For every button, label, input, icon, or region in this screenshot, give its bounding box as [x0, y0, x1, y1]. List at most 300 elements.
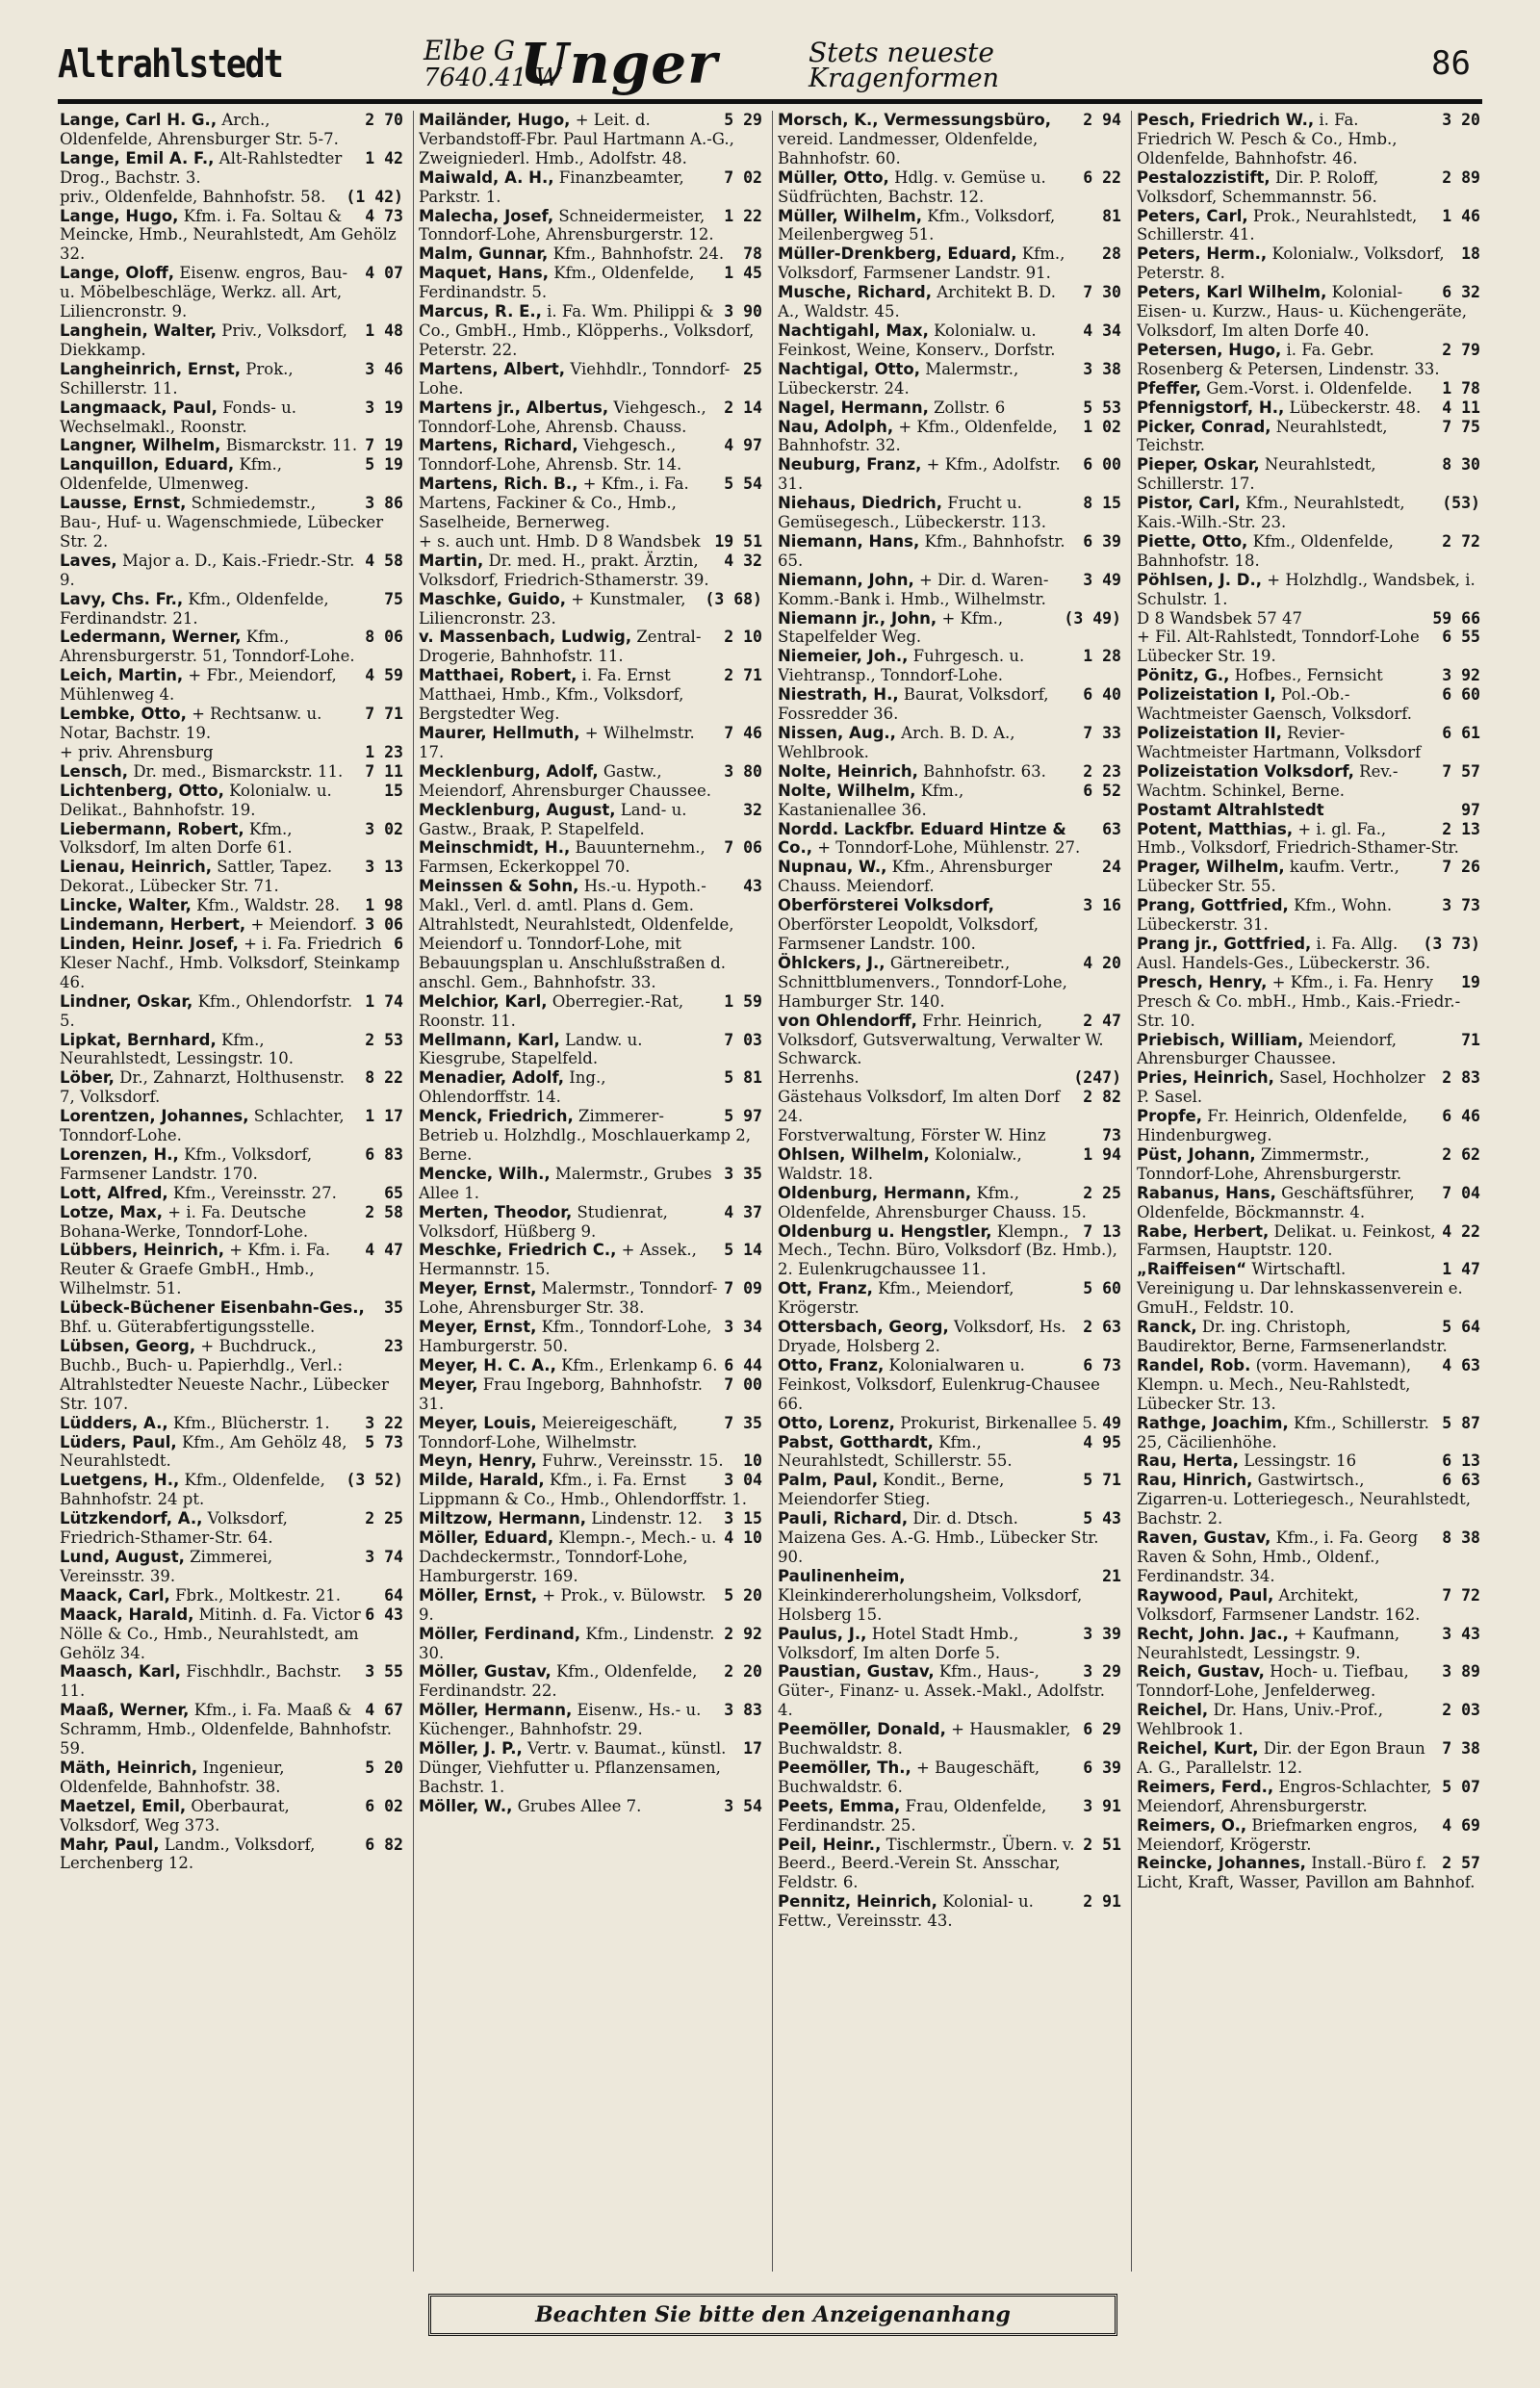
directory-entry: [419, 724, 762, 762]
entry-phone: 7 35: [724, 1413, 762, 1432]
entry-phone: 7 57: [1442, 761, 1480, 781]
entry-name: Langner, Wilhelm,: [60, 436, 221, 455]
entry-details: Kolonialw., Waldstr. 18.: [778, 1144, 1022, 1183]
entry-phone: 7 06: [724, 838, 762, 858]
directory-entry: [60, 1836, 403, 1874]
entry-name: Lüdders, A.,: [60, 1413, 168, 1432]
entry-details: i. Fa. Wm. Philippi & Co., GmbH., Hmb., Klöpperhs., Volksdorf, Peterstr. 22.: [419, 302, 755, 359]
entry-details: + Kfm., Adolfstr. 31.: [778, 455, 1061, 494]
entry-phone: 4 11: [1442, 398, 1480, 417]
entry-name: Musche, Richard,: [778, 283, 932, 302]
entry-details: Bahnhofstr. 63.: [923, 761, 1046, 781]
entry-phone: 4 95: [1083, 1432, 1121, 1451]
entry-details: i. Fa. Ernst Matthaei, Hmb., Kfm., Volksdorf, Bergstedter Weg.: [419, 666, 684, 724]
entry-details: Kfm., Kastanienallee 36.: [778, 781, 964, 819]
entry-details: Studienrat, Volksdorf, Hüßberg 9.: [419, 1202, 668, 1241]
entry-details: Viehgesch., Tonndorf-Lohe, Ahrensb. Str. 14.: [419, 436, 682, 475]
directory-entry: [1137, 168, 1480, 207]
entry-phone: 3 15: [724, 1509, 762, 1528]
entry-phone: 6 02: [365, 1796, 403, 1815]
entry-name: Maetzel, Emil,: [60, 1796, 187, 1815]
directory-entry: [1137, 1778, 1480, 1816]
entry-details: Bismarckstr. 11.: [225, 436, 358, 455]
entry-name: Recht, John. Jac.,: [1137, 1624, 1289, 1643]
directory-entry: [419, 1451, 762, 1471]
directory-entry: [778, 1068, 1121, 1088]
entry-details: Kfm., Ahrensburgerstr. 51, Tonndorf-Lohe.: [60, 628, 355, 666]
entry-name: Lembke, Otto,: [60, 705, 187, 724]
entry-phone: 1 22: [724, 206, 762, 225]
entry-details: Kfm., Neurahlstedt, Schillerstr. 55.: [778, 1432, 1013, 1471]
directory-entry: [60, 207, 403, 265]
entry-name: Oldenburg, Hermann,: [778, 1183, 972, 1202]
entry-phone: 6 43: [365, 1605, 403, 1624]
entry-details: Grubes Allee 7.: [517, 1796, 642, 1815]
entry-name: Lund, August,: [60, 1547, 185, 1566]
directory-entry: [778, 1126, 1121, 1145]
entry-name: Prang, Gottfried,: [1137, 896, 1289, 915]
entry-phone: 3 92: [1442, 666, 1480, 685]
entry-details: Eisenw. engros, Bau- u. Möbelbeschläge, Werkz. all. Art, Liliencronstr. 9.: [60, 264, 348, 321]
directory-entry: [1137, 418, 1480, 456]
directory-entry: [1137, 1739, 1480, 1778]
entry-name: Martens, Albert,: [419, 359, 566, 378]
column-divider: [772, 111, 773, 2272]
entry-details: Kfm., Haus-, Güter-, Finanz- u. Assek.-Makl., Adolfstr. 4.: [778, 1662, 1105, 1720]
entry-phone: 97: [1461, 800, 1480, 819]
directory-entry: [60, 1586, 403, 1605]
directory-entry: [1137, 1145, 1480, 1184]
entry-name: Malecha, Josef,: [419, 206, 554, 225]
entry-phone: 3 49: [1083, 570, 1121, 589]
entry-details: + Kunstmaler, Liliencronstr. 23.: [419, 589, 686, 628]
directory-column-1: [60, 111, 403, 2272]
entry-name: Möller, Gustav,: [419, 1662, 552, 1682]
entry-name: Martens jr., Albertus,: [419, 398, 609, 417]
entry-name: Milde, Harald,: [419, 1471, 545, 1490]
directory-entry: [60, 1184, 403, 1203]
directory-entry: [778, 685, 1121, 724]
entry-phone: 6 73: [1083, 1355, 1121, 1374]
entry-phone: 5 53: [1083, 398, 1121, 417]
entry-phone: 2 94: [1083, 111, 1121, 129]
ad-slogan-line-1: Stets neueste: [808, 37, 994, 68]
directory-entry: [60, 992, 403, 1031]
entry-name: Maaß, Werner,: [60, 1701, 190, 1720]
directory-entry: [778, 858, 1121, 896]
entry-details: Architekt B. D. A., Waldstr. 45.: [778, 283, 1056, 321]
entry-name: Piette, Otto,: [1137, 531, 1248, 551]
directory-entry: [778, 1088, 1121, 1126]
directory-entry: [60, 743, 403, 762]
directory-entry: [1137, 1451, 1480, 1471]
directory-entry: [1137, 494, 1480, 532]
directory-entry: [1137, 1222, 1480, 1261]
entry-details: + Assek., Hermannstr. 15.: [419, 1241, 697, 1279]
entry-phone: 4 37: [724, 1202, 762, 1221]
directory-entry: [778, 1414, 1121, 1433]
directory-entry: [60, 666, 403, 705]
entry-details: Fbrk., Moltkestr. 21.: [175, 1585, 342, 1605]
entry-name: Reincke, Johannes,: [1137, 1854, 1306, 1873]
entry-details: Kfm., Oldenfelde, Ahrensburger Chauss. 15.: [778, 1183, 1087, 1221]
entry-name: Neuburg, Franz,: [778, 455, 922, 475]
entry-name: Lott, Alfred,: [60, 1183, 168, 1202]
directory-entry: [1137, 1701, 1480, 1739]
directory-entry: [1137, 1662, 1480, 1701]
entry-phone: 3 38: [1083, 359, 1121, 378]
directory-entry: [1137, 1260, 1480, 1318]
entry-phone: 5 54: [724, 475, 762, 494]
directory-entry: [1137, 207, 1480, 245]
directory-entry: [60, 1203, 403, 1242]
entry-name: Niemeier, Joh.,: [778, 647, 909, 666]
entry-details: Kfm., Oldenfelde, Ferdinandstr. 22.: [419, 1662, 698, 1701]
entry-name: Paulinenheim,: [778, 1566, 906, 1585]
directory-entry: [778, 820, 1121, 859]
directory-entry: [1137, 858, 1480, 896]
directory-entry: [778, 896, 1121, 954]
directory-entry: [60, 1337, 403, 1414]
directory-entry: [778, 782, 1121, 820]
entry-name: Lübbers, Heinrich,: [60, 1241, 225, 1260]
entry-details: Klempn., Mech., Techn. Büro, Volksdorf (Bz. Hmb.), 2. Eulenkrugchaussee 11.: [778, 1221, 1117, 1279]
entry-details: Ingenieur, Oldenfelde, Bahnhofstr. 38.: [60, 1758, 285, 1796]
directory-entry: [60, 1145, 403, 1184]
entry-phone: 4 07: [365, 264, 403, 283]
entry-name: Möller, Eduard,: [419, 1528, 554, 1548]
directory-entry: [419, 244, 762, 264]
entry-phone: 3 80: [724, 761, 762, 781]
entry-name: Luetgens, H.,: [60, 1471, 180, 1490]
entry-name: Pieper, Oskar,: [1137, 455, 1260, 475]
entry-details: Dir. der Egon Braun A. G., Parallelstr. 12.: [1137, 1739, 1425, 1777]
entry-details: Baurat, Volksdorf, Fossredder 36.: [778, 685, 1049, 724]
entry-name: Paustian, Gustav,: [778, 1662, 935, 1682]
entry-name: Lienau, Heinrich,: [60, 858, 212, 877]
entry-phone: 7 00: [724, 1374, 762, 1394]
entry-phone: 2 92: [724, 1624, 762, 1643]
directory-entry: [778, 1662, 1121, 1720]
entry-details: Meiendorf, Ahrensburger Chaussee.: [1137, 1030, 1398, 1068]
directory-entry: [60, 1414, 403, 1433]
entry-name: Niehaus, Diedrich,: [778, 494, 943, 513]
entry-details: Oberförster Leopoldt, Volksdorf, Farmsener Landstr. 100.: [778, 915, 1040, 953]
directory-entry: [778, 283, 1121, 321]
directory-entry: [419, 398, 762, 437]
entry-name: Lensch,: [60, 761, 129, 781]
entry-details: Kfm., Oldenfelde, Ulmenweg.: [60, 455, 283, 494]
directory-entry: [60, 264, 403, 321]
entry-name: Maurer, Hellmuth,: [419, 724, 580, 742]
ad-brand-name: Unger: [520, 31, 718, 96]
directory-entry: [60, 1433, 403, 1472]
entry-phone: 1 94: [1083, 1144, 1121, 1164]
entry-phone: 2 91: [1083, 1892, 1121, 1912]
directory-entry: [419, 552, 762, 590]
entry-name: Martens, Richard,: [419, 436, 578, 455]
entry-details: + i. gl. Fa., Hmb., Volksdorf, Friedrich-Sthamer-Str.: [1137, 819, 1459, 858]
entry-details: Kfm., Oldenfelde, Bahnhofstr. 24 pt.: [60, 1471, 325, 1509]
entry-phone: 2 25: [1083, 1183, 1121, 1202]
directory-entry: [1137, 1356, 1480, 1414]
entry-details: Delikat. u. Feinkost, Farmsen, Hauptstr. 120.: [1137, 1221, 1436, 1260]
entry-name: Polizeistation Volksdorf,: [1137, 761, 1354, 781]
entry-phone: 6 46: [1442, 1107, 1480, 1126]
entry-phone: 75: [384, 589, 403, 608]
entry-name: Melchior, Karl,: [419, 991, 548, 1011]
entry-phone: 5 43: [1083, 1509, 1121, 1528]
entry-phone: 3 22: [365, 1413, 403, 1432]
directory-entry: [419, 475, 762, 532]
entry-details: Kfm., Erlenkamp 6.: [561, 1355, 718, 1374]
entry-phone: 4 32: [724, 551, 762, 570]
entry-details: Tischlermstr., Übern. v. Beerd., Beerd.-Verein St. Ansschar, Feldstr. 6.: [778, 1835, 1075, 1892]
entry-phone: 7 13: [1083, 1221, 1121, 1241]
entry-name: Nachtigal, Otto,: [778, 359, 921, 378]
entry-phone: 32: [743, 800, 762, 819]
entry-name: Ranck,: [1137, 1318, 1197, 1337]
entry-phone: 6 22: [1083, 167, 1121, 187]
entry-name: Lindner, Oskar,: [60, 991, 193, 1011]
entry-phone: 25: [743, 359, 762, 378]
entry-phone: 7 71: [365, 705, 403, 724]
entry-name: Möller, Ferdinand,: [419, 1624, 581, 1643]
entry-name: Niemann jr., John,: [778, 608, 937, 628]
entry-phone: 5 07: [1442, 1777, 1480, 1796]
entry-phone: (3 49): [1064, 608, 1121, 628]
directory-entry: [60, 782, 403, 820]
entry-name: Meyer, Ernst,: [419, 1318, 537, 1337]
entry-name: Müller-Drenkberg, Eduard,: [778, 244, 1017, 264]
directory-entry: [419, 1203, 762, 1242]
entry-phone: 3 91: [1083, 1796, 1121, 1815]
entry-phone: 4 10: [724, 1528, 762, 1548]
entry-phone: 5 14: [724, 1241, 762, 1260]
entry-name: Mailänder, Hugo,: [419, 111, 571, 129]
entry-phone: 7 09: [724, 1279, 762, 1298]
entry-phone: 2 89: [1442, 167, 1480, 187]
entry-details: + Rechtsanw. u. Notar, Bachstr. 19.: [60, 705, 322, 742]
directory-entry: [60, 1471, 403, 1509]
entry-details: + i. Fa. Deutsche Bohana-Werke, Tonndorf-Lohe.: [60, 1202, 309, 1241]
entry-details: + priv. Ahrensburg: [60, 742, 214, 761]
entry-details: Malermstr., Lübeckerstr. 24.: [778, 359, 1019, 398]
directory-entry: [1137, 1816, 1480, 1855]
entry-details: Kleinkindererholungsheim, Volksdorf, Holsberg 15.: [778, 1585, 1083, 1624]
entry-phone: 6 63: [1442, 1471, 1480, 1490]
entry-phone: 35: [384, 1298, 403, 1318]
entry-name: Leich, Martin,: [60, 666, 184, 685]
entry-phone: 8 06: [365, 628, 403, 647]
entry-details: vereid. Landmesser, Oldenfelde, Bahnhofstr. 60.: [778, 129, 1039, 167]
entry-details: Kfm., Meiendorf, Krögerstr.: [778, 1279, 1014, 1318]
entry-phone: 3 35: [724, 1164, 762, 1183]
entry-details: Kfm., Ahrensburger Chauss. Meiendorf.: [778, 858, 1053, 896]
entry-phone: 5 97: [724, 1107, 762, 1126]
directory-entry: [419, 1701, 762, 1739]
entry-name: Priebisch, William,: [1137, 1030, 1304, 1049]
entry-phone: 1 45: [724, 264, 762, 283]
entry-name: Rau, Hinrich,: [1137, 1471, 1253, 1490]
entry-phone: 2 70: [365, 111, 403, 129]
directory-entry: [1137, 685, 1480, 724]
entry-phone: 7 03: [724, 1030, 762, 1049]
entry-name: Rabe, Herbert,: [1137, 1221, 1270, 1241]
directory-entry: [778, 762, 1121, 782]
entry-name: Prang jr., Gottfried,: [1137, 934, 1312, 953]
entry-name: Müller, Otto,: [778, 167, 889, 187]
entry-phone: 3 83: [724, 1701, 762, 1720]
directory-entry: [60, 494, 403, 552]
entry-details: Kondit., Berne, Meiendorfer Stieg.: [778, 1471, 1005, 1509]
entry-phone: 19 51: [714, 531, 762, 551]
directory-entry: [419, 1318, 762, 1356]
entry-phone: 1 98: [365, 896, 403, 915]
ad-slogan-line-2: Kragenformen: [808, 64, 999, 93]
entry-name: Pfeffer,: [1137, 378, 1201, 398]
entry-name: Lange, Carl H. G.,: [60, 111, 218, 129]
entry-phone: 24: [1102, 858, 1121, 877]
directory-entry: [778, 418, 1121, 456]
entry-details: Fonds- u. Wechselmakl., Roonstr.: [60, 398, 296, 436]
directory-entry: [1137, 532, 1480, 571]
entry-name: Liebermann, Robert,: [60, 819, 244, 838]
entry-name: Lützkendorf, A.,: [60, 1509, 203, 1528]
entry-phone: 4 34: [1083, 321, 1121, 340]
entry-phone: 5 64: [1442, 1318, 1480, 1337]
entry-phone: 1 78: [1442, 378, 1480, 398]
directory-entry: [1137, 762, 1480, 801]
entry-name: Reimers, O.,: [1137, 1815, 1247, 1835]
entry-name: Otto, Franz,: [778, 1355, 885, 1374]
entry-name: Meinschmidt, H.,: [419, 838, 571, 858]
directory-entry: [419, 1509, 762, 1528]
entry-details: Kolonialwaren u. Feinkost, Volksdorf, Eulenkrug-Chausee 66.: [778, 1355, 1100, 1413]
directory-entry: [778, 360, 1121, 398]
directory-entry: [60, 896, 403, 915]
entry-phone: 2 13: [1442, 819, 1480, 838]
entry-details: Lübeckerstr. 48.: [1289, 398, 1422, 417]
entry-phone: 4 47: [365, 1241, 403, 1260]
entry-name: Oldenburg u. Hengstler,: [778, 1221, 992, 1241]
directory-entry: [1137, 724, 1480, 762]
header-advertisement: [424, 31, 1097, 96]
entry-details: Dr. med. H., prakt. Ärztin, Volksdorf, Friedrich-Sthamerstr. 39.: [419, 551, 709, 589]
entry-name: Pistor, Carl,: [1137, 494, 1241, 513]
entry-details: Kfm., i. Fa. Georg Raven & Sohn, Hmb., Oldenf., Ferdinandstr. 34.: [1137, 1528, 1419, 1585]
entry-phone: 7 46: [724, 724, 762, 742]
entry-phone: 6 60: [1442, 685, 1480, 705]
entry-details: + Baugeschäft, Buchwaldstr. 6.: [778, 1758, 1040, 1796]
entry-name: Pöhlsen, J. D.,: [1137, 570, 1262, 589]
entry-details: Kolonialw., Volksdorf, Peterstr. 8.: [1137, 244, 1445, 283]
directory-entry: [419, 360, 762, 398]
entry-phone: 3 19: [365, 398, 403, 417]
entry-details: + i. Fa. Friedrich Kleser Nachf., Hmb. Volksdorf, Steinkamp 46.: [60, 934, 400, 991]
directory-entry: [778, 1356, 1121, 1414]
directory-entry: [1137, 609, 1480, 629]
entry-details: + Buchdruck., Buchb., Buch- u. Papierhdlg., Verl.: Altrahlstedter Neueste Nachr., Lübecker Str. 107.: [60, 1337, 389, 1413]
entry-details: Gastw., Meiendorf, Ahrensburger Chaussee.: [419, 761, 711, 800]
entry-phone: 2 63: [1083, 1318, 1121, 1337]
entry-details: Kfm., i. Fa. Maaß & Schramm, Hmb., Oldenfelde, Bahnhofstr. 59.: [60, 1701, 393, 1759]
entry-phone: 8 15: [1083, 494, 1121, 513]
entry-details: + Meiendorf.: [250, 915, 357, 935]
directory-entry: [419, 1375, 762, 1414]
entry-details: Kfm., Am Gehölz 48, Neurahlstedt.: [60, 1432, 347, 1471]
entry-phone: 3 13: [365, 858, 403, 877]
ad-phone-line-2: 7640.41 W: [424, 64, 561, 92]
entry-name: Lausse, Ernst,: [60, 494, 187, 513]
entry-details: Bhf. u. Güterabfertigungsstelle.: [60, 1318, 316, 1337]
directory-entry: [1137, 1625, 1480, 1663]
entry-details: Major a. D., Kais.-Friedr.-Str. 9.: [60, 551, 355, 589]
entry-details: Kfm., Blücherstr. 1.: [172, 1413, 330, 1432]
directory-entry: [419, 532, 762, 552]
entry-phone: 2 25: [365, 1509, 403, 1528]
entry-name: Polizeistation I,: [1137, 685, 1276, 705]
entry-details: Land- u. Gastw., Braak, P. Stapelfeld.: [419, 800, 687, 838]
directory-entry: [1137, 973, 1480, 1031]
page-number: 86: [1431, 44, 1471, 83]
header-rule: [58, 99, 1482, 104]
directory-column-4: [1137, 111, 1480, 2272]
directory-entry: [1137, 1528, 1480, 1586]
entry-phone: 5 20: [365, 1758, 403, 1777]
directory-entry: [778, 1318, 1121, 1356]
entry-name: Pfennigstorf, H.,: [1137, 398, 1285, 417]
entry-details: Geschäftsführer, Oldenfelde, Böckmannstr. 4.: [1137, 1183, 1415, 1221]
entry-name: Meyer, Ernst,: [419, 1279, 537, 1298]
directory-entry: [1137, 935, 1480, 973]
directory-entry: [1137, 379, 1480, 398]
entry-details: Kfm., i. Fa. Ernst Lippmann & Co., Hmb., Ohlendorffstr. 1.: [419, 1471, 747, 1509]
entry-phone: 1 48: [365, 321, 403, 340]
entry-name: Reichel, Kurt,: [1137, 1739, 1259, 1759]
directory-entry: [60, 705, 403, 743]
entry-details: Kfm., Volksdorf, Im alten Dorfe 61.: [60, 819, 293, 858]
directory-entry: [60, 436, 403, 455]
directory-entry: [778, 1145, 1121, 1184]
entry-details: + Dir. d. Waren-Komm.-Bank i. Hmb., Wilhelmstr.: [778, 570, 1049, 608]
ad-phone-line-1: Elbe G: [424, 35, 516, 66]
directory-entry: [419, 1068, 762, 1107]
entry-details: + Kfm., i. Fa. Martens, Fackiner & Co., Hmb., Saselheide, Bernerweg.: [419, 475, 689, 532]
entry-name: Meyer, Louis,: [419, 1413, 537, 1432]
entry-details: Kfm., Bahnhofstr. 24.: [552, 244, 725, 264]
entry-phone: 2 47: [1083, 1011, 1121, 1030]
entry-details: Dr. med., Bismarckstr. 11.: [133, 761, 344, 781]
entry-details: Frau Ingeborg, Bahnhofstr. 31.: [419, 1374, 704, 1413]
entry-name: Reichel,: [1137, 1701, 1209, 1720]
entry-name: Prager, Wilhelm,: [1137, 858, 1285, 877]
entry-name: Nagel, Hermann,: [778, 398, 929, 417]
entry-phone: 78: [743, 244, 762, 264]
entry-phone: 6 40: [1083, 685, 1121, 705]
entry-phone: (3 68): [705, 589, 762, 608]
directory-entry: [1137, 1068, 1480, 1107]
directory-entry: [60, 1548, 403, 1586]
entry-name: Meyer, H. C. A.,: [419, 1355, 556, 1374]
entry-phone: 15: [384, 781, 403, 800]
entry-details: Gärtnereibetr., Schnittblumenvers., Tonndorf-Lohe, Hamburger Str. 140.: [778, 953, 1067, 1011]
entry-name: Möller, W.,: [419, 1796, 513, 1815]
entry-name: Miltzow, Hermann,: [419, 1509, 586, 1528]
entry-phone: 5 81: [724, 1068, 762, 1088]
entry-details: Lessingstr. 16: [1244, 1451, 1357, 1471]
directory-entry: [1137, 341, 1480, 379]
